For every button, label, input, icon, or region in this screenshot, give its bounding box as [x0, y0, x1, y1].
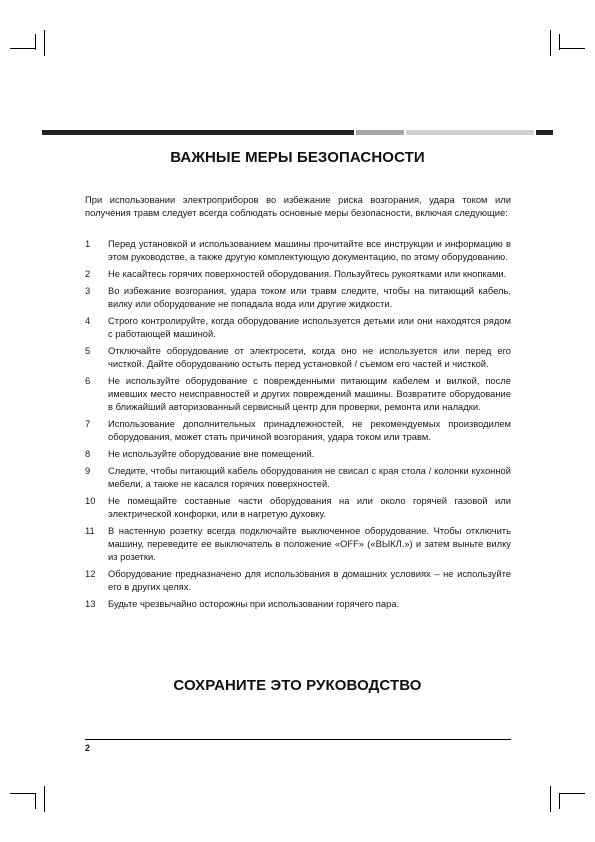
item-number: 12 [85, 568, 96, 579]
intro-paragraph: При использовании электроприборов во избежание риска возгорания, удара током или получения травм следует всегда соблюдать основные меры безопасности, включая следующие: [85, 194, 511, 218]
list-item [85, 567, 511, 593]
item-number: 4 [85, 315, 91, 326]
item-text: Следите, чтобы питающий кабель оборудования не свисал с края стола / колонки кухонной мебели, а также не касался горячих поверхностей. [108, 465, 511, 489]
item-text: Использование дополнительных принадлежностей, не рекомендуемых производилем оборудования, может стать причиной возгорания, удара током или травм. [108, 418, 511, 442]
item-text: Строго контролируйте, когда оборудование используется детьми или они находятся рядом с работающей машиной. [108, 315, 511, 339]
list-item [85, 284, 511, 310]
item-text: Перед установкой и использованием машины прочитайте все инструкции и информацию в этом руководстве, а также другую комплектующую документацию, по этому оборудованию. [108, 238, 511, 262]
list-item [85, 344, 511, 370]
list-item [85, 494, 511, 520]
item-text: Будьте чрезвычайно осторожны при использовании горячего пара. [108, 598, 400, 609]
item-text: Не используйте оборудование с поврежденными питающим кабелем и вилкой, после имевших место неисправностей и других повреждений машины. Возвратите оборудование в ближайший авторизованный сервисный центр для проверки, ремонта или наладки. [108, 375, 511, 412]
item-number: 9 [85, 465, 91, 476]
item-number: 10 [85, 495, 96, 506]
item-text: Во избежание возгорания, удара током или травм следите, чтобы на питающий кабель, вилку или оборудование не попадала вода или другие жидкости. [108, 285, 511, 309]
item-text: Не используйте оборудование вне помещений. [108, 448, 315, 459]
header-bar-light [406, 130, 534, 135]
item-number: 11 [85, 525, 95, 536]
list-item [85, 597, 511, 610]
list-item [85, 374, 511, 413]
item-number: 8 [85, 448, 91, 459]
item-text: Отключайте оборудование от электросети, когда оно не используется или перед его чисткой. Дайте оборудованию остыть перед установкой / съемом его частей и чисткой. [108, 345, 511, 369]
item-text: В настенную розетку всегда подключайте выключенное оборудование. Чтобы отключить машину, переведите ее выключатель в положение «OFF» («ВЫКЛ.») и затем выньте вилку из розетки. [108, 525, 511, 562]
list-item [85, 464, 511, 490]
header-bar-end [536, 130, 553, 135]
safety-list [85, 237, 511, 614]
page-number: 2 [85, 743, 91, 753]
item-text: Оборудование предназначено для использования в домашних условиях – не используйте его в других целях. [108, 568, 511, 592]
item-number: 13 [85, 598, 96, 609]
list-item [85, 417, 511, 443]
item-text: Не помещайте составные части оборудования на или около горячей газовой или электрической конфорки, или в нагретую духовку. [108, 495, 511, 519]
list-item [85, 267, 511, 280]
item-number: 2 [85, 268, 91, 279]
item-number: 7 [85, 418, 91, 429]
list-item [85, 447, 511, 460]
list-item [85, 314, 511, 340]
list-item [85, 237, 511, 263]
header-bar-dark [42, 130, 354, 135]
header-bar-gray [356, 130, 404, 135]
item-text: Не касайтесь горячих поверхностей оборудования. Пользуйтесь рукоятками или кнопками. [108, 268, 507, 279]
item-number: 6 [85, 375, 91, 386]
page-title: ВАЖНЫЕ МЕРЫ БЕЗОПАСНОСТИ [170, 149, 425, 166]
list-item [85, 524, 511, 563]
item-number: 5 [85, 345, 91, 356]
item-number: 1 [85, 238, 91, 249]
closing-heading: СОХРАНИТЕ ЭТО РУКОВОДСТВО [173, 677, 422, 694]
item-number: 3 [85, 285, 91, 296]
footer-rule [85, 739, 511, 740]
